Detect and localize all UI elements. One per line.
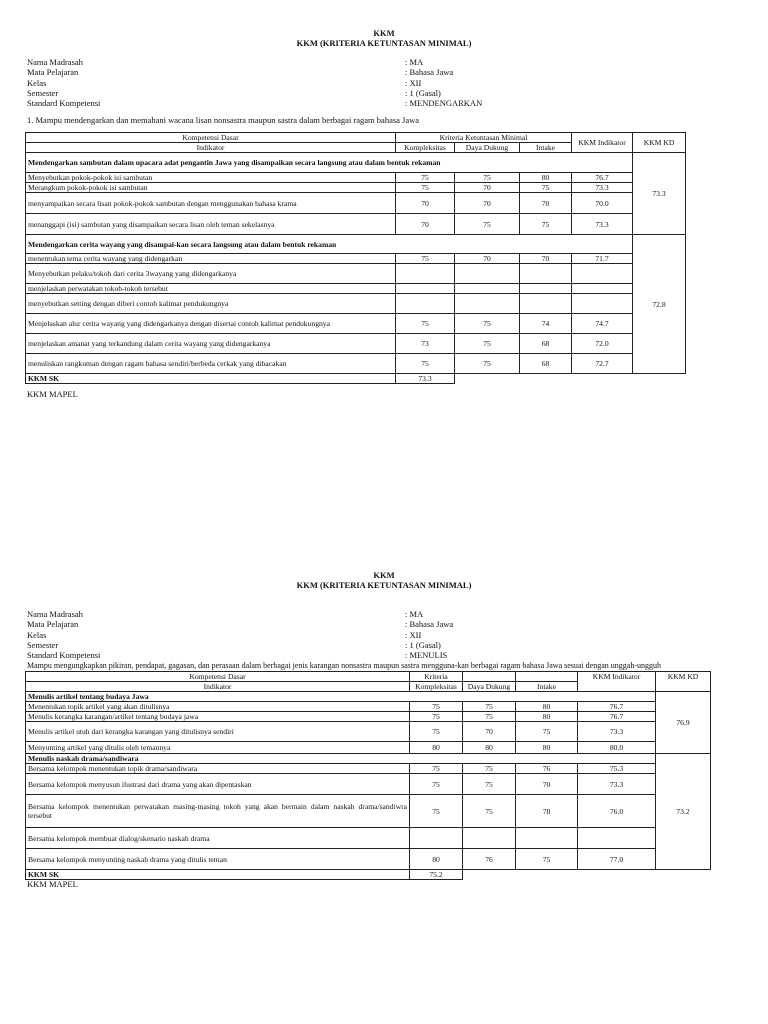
kkm-indikator-cell	[578, 828, 656, 849]
header-kompetensi-dasar: Kompetensi Dasar	[26, 672, 410, 682]
indikator-cell: Bersama kelompok menyusun ilustrasi dari drama yang akan dipentaskan	[26, 774, 410, 795]
header-kompleksitas: Kompleksitas	[396, 143, 455, 153]
table-row	[26, 173, 686, 183]
intake-cell: 70	[516, 774, 578, 795]
daya-dukung-cell: 75	[463, 712, 516, 722]
page-subtitle: KKM (KRITERIA KETUNTASAN MINIMAL)	[296, 580, 472, 590]
info-value: : MA	[405, 609, 424, 619]
kkm-indikator-cell: 80.0	[578, 742, 656, 754]
kompleksitas-cell: 75	[410, 795, 463, 828]
header-kompleksitas: Kompleksitas	[410, 682, 463, 692]
daya-dukung-cell: 75	[455, 214, 520, 235]
table-row	[26, 314, 686, 334]
kkm-indikator-cell: 73.3	[572, 214, 633, 235]
table-row	[26, 214, 686, 235]
daya-dukung-cell: 70	[455, 183, 520, 193]
indikator-cell: Bersama kelompok menentukan topik drama/sandiwara	[26, 764, 410, 774]
indikator-cell: Menentukan topik artikel yang akan ditulisnya	[26, 702, 410, 712]
table-row	[26, 284, 686, 294]
header-intake: Intake	[520, 143, 572, 153]
intake-cell	[520, 264, 572, 284]
header-kriteria: Kriteria	[410, 672, 463, 682]
kkm-indikator-cell: 73.3	[578, 722, 656, 742]
info-label: Mata Pelajaran	[27, 619, 79, 630]
kkm-sk-value: 75.2	[410, 870, 463, 880]
info-value: : MENDENGARKAN	[405, 98, 483, 109]
kkm-mapel-label: KKM MAPEL	[27, 389, 78, 399]
kkm-table	[25, 671, 711, 880]
header-daya-dukung: Daya Dukung	[463, 682, 516, 692]
standard-kompetensi-text: Mampu mengungkapkan pikiran, pendapat, gagasan, dan perasaan dalam berbagai jenis karangan nonsastra maupun sastra mengguna-kan berbagai ragam bahasa Jawa sesuai dengan unggah-ungguh	[27, 661, 661, 670]
group-title: Mendengarkan cerita wayang yang disampai-kan secara langsung atau dalam bentuk rekaman	[26, 235, 633, 254]
indikator-cell: Menjelaskan alur cerita wayang yang didengarkanya dengan disertai contoh kalimat pendukungnya	[26, 314, 396, 334]
table-row	[26, 354, 686, 374]
daya-dukung-cell: 75	[463, 702, 516, 712]
indikator-cell: menuliskan rangkuman dengan ragam bahasa sendiri/berbeda cerkak yang dibacakan	[26, 354, 396, 374]
info-block	[27, 610, 747, 661]
kompleksitas-cell: 73	[396, 334, 455, 354]
intake-cell: 80	[516, 712, 578, 722]
info-value: : Bahasa Jawa	[405, 67, 454, 78]
info-block	[27, 58, 747, 109]
kompleksitas-cell: 75	[396, 354, 455, 374]
intake-cell: 78	[516, 795, 578, 828]
table-row	[26, 722, 711, 742]
table-row	[26, 774, 711, 795]
info-label: Standard Kompetensi	[27, 650, 101, 661]
kompleksitas-cell	[396, 264, 455, 284]
page-title: KKM	[373, 570, 395, 580]
kkm-indikator-cell: 76.7	[578, 712, 656, 722]
kkm-sk-label: KKM SK	[26, 374, 396, 384]
intake-cell: 80	[520, 173, 572, 183]
kkm-indikator-cell	[572, 264, 633, 284]
header-kkm-indikator: KKM Indikator	[578, 672, 656, 692]
kompleksitas-cell: 75	[410, 774, 463, 795]
intake-cell: 74	[520, 314, 572, 334]
header-kompetensi-dasar: Kompetensi Dasar	[26, 133, 396, 143]
table-row	[26, 183, 686, 193]
kkm-sk-label: KKM SK	[26, 870, 410, 880]
kkm-indikator-cell	[572, 284, 633, 294]
page-title: KKM	[373, 28, 395, 38]
kkm-table	[25, 132, 686, 384]
intake-cell: 70	[520, 254, 572, 264]
kompleksitas-cell: 75	[410, 712, 463, 722]
indikator-cell: Menyebutkan pokok-pokok isi sambutan	[26, 173, 396, 183]
kkm-indikator-cell: 73.3	[572, 183, 633, 193]
info-label: Nama Madrasah	[27, 57, 83, 67]
kompleksitas-cell: 80	[410, 849, 463, 870]
daya-dukung-cell	[463, 828, 516, 849]
info-label: Semester	[27, 87, 59, 98]
kkm-indikator-cell: 70.0	[572, 193, 633, 214]
indikator-cell: menanggapi (isi) sambutan yang disampaikan secara lisan oleh teman sekelasnya	[26, 214, 396, 235]
daya-dukung-cell: 70	[463, 722, 516, 742]
group-title: Mendengarkan sambutan dalam upacara adat pengantin Jawa yang disampaikan secara langsung atau dalam bentuk rekaman	[26, 153, 633, 173]
info-label: Kelas	[27, 77, 47, 88]
intake-cell	[520, 294, 572, 314]
kkm-indikator-cell: 76.7	[578, 702, 656, 712]
table-row	[26, 828, 711, 849]
header-kkm-kd: KKM KD	[656, 672, 711, 692]
header-daya-dukung: Daya Dukung	[455, 143, 520, 153]
kompleksitas-cell: 75	[410, 702, 463, 712]
info-label: Standard Kompetensi	[27, 98, 101, 109]
intake-cell	[520, 284, 572, 294]
indikator-cell: Bersama kelompok menyunting naskah drama yang ditulis teman	[26, 849, 410, 870]
table-row	[26, 702, 711, 712]
daya-dukung-cell: 70	[455, 254, 520, 264]
indikator-cell: Menyunting artikel yang ditulis oleh temannya	[26, 742, 410, 754]
indikator-cell: menyebutkan setting dengan diberi contoh kalimat pendukungnya	[26, 294, 396, 314]
table-row	[26, 712, 711, 722]
kompleksitas-cell	[396, 294, 455, 314]
daya-dukung-cell	[455, 264, 520, 284]
indikator-cell: Menyebutkan pelaku/tokoh dari cerita 3wayang yang didengarkanya	[26, 264, 396, 284]
daya-dukung-cell	[455, 294, 520, 314]
kompleksitas-cell	[410, 828, 463, 849]
table-row	[26, 264, 686, 284]
kompleksitas-cell: 75	[396, 173, 455, 183]
intake-cell: 70	[520, 193, 572, 214]
kkm-indikator-cell: 77.0	[578, 849, 656, 870]
info-value: : MENULIS	[405, 650, 448, 661]
kkm-indikator-cell	[572, 294, 633, 314]
intake-cell: 68	[520, 354, 572, 374]
daya-dukung-cell: 75	[455, 314, 520, 334]
intake-cell: 75	[520, 183, 572, 193]
kkm-indikator-cell: 76.0	[578, 795, 656, 828]
table-row	[26, 795, 711, 828]
table-row	[26, 193, 686, 214]
intake-cell	[516, 828, 578, 849]
daya-dukung-cell: 80	[463, 742, 516, 754]
kompleksitas-cell: 75	[396, 314, 455, 334]
daya-dukung-cell: 75	[463, 774, 516, 795]
kompleksitas-cell: 80	[410, 742, 463, 754]
kompleksitas-cell: 75	[410, 764, 463, 774]
intake-cell: 68	[520, 334, 572, 354]
daya-dukung-cell: 75	[463, 764, 516, 774]
kkm-kd-value: 76.9	[656, 692, 711, 754]
info-label: Semester	[27, 639, 59, 650]
kkm-indikator-cell: 72.7	[572, 354, 633, 374]
intake-cell: 75	[520, 214, 572, 235]
kkm-indikator-cell: 74.7	[572, 314, 633, 334]
intake-cell: 80	[516, 742, 578, 754]
kkm-indikator-cell: 71.7	[572, 254, 633, 264]
kompleksitas-cell: 70	[396, 214, 455, 235]
header-indikator: Indikator	[26, 682, 410, 692]
table-row	[26, 294, 686, 314]
table-row	[26, 254, 686, 264]
indikator-cell: Bersama kelompok membuat dialog/skenario naskah drama	[26, 828, 410, 849]
indikator-cell: menjelaskan perwatakan tokoh-tokoh tersebut	[26, 284, 396, 294]
daya-dukung-cell: 70	[455, 193, 520, 214]
table-row	[26, 849, 711, 870]
info-value: : XII	[405, 77, 422, 88]
indikator-cell: menentukan tema cerita wayang yang didengarkan	[26, 254, 396, 264]
intake-cell: 75	[516, 722, 578, 742]
indikator-cell: Menulis kerangka karangan/artikel tentang budaya jawa	[26, 712, 410, 722]
info-value: : 1 (Gasal)	[405, 87, 441, 98]
kkm-kd-value: 72.8	[633, 235, 686, 374]
group-title: Menulis naskah drama/sandiwara	[26, 754, 656, 764]
info-value: : 1 (Gasal)	[405, 639, 441, 650]
header-kkm-kd: KKM KD	[633, 133, 686, 153]
daya-dukung-cell: 76	[463, 849, 516, 870]
kompleksitas-cell: 75	[396, 183, 455, 193]
info-value: : XII	[405, 629, 422, 640]
kompleksitas-cell	[396, 284, 455, 294]
info-value: : Bahasa Jawa	[405, 619, 454, 630]
info-value: : MA	[405, 57, 424, 67]
table-row	[26, 764, 711, 774]
indikator-cell: menyampaikan secara lisan pokok-pokok sambutan dengan menggunakan bahasa krama	[26, 193, 396, 214]
table-row	[26, 334, 686, 354]
daya-dukung-cell: 75	[455, 354, 520, 374]
indikator-cell: Menulis artikel utuh dari kerangka karangan yang ditulisnya sendiri	[26, 722, 410, 742]
indikator-cell: Bersama kelompok menentukan perwatakan masing-masing tokoh yang akan bermain dalam naskah drama/sandiwra tersebut	[26, 795, 410, 828]
kkm-mapel-label: KKM MAPEL	[27, 879, 78, 889]
kkm-indikator-cell: 73.3	[578, 774, 656, 795]
header-indikator: Indikator	[26, 143, 396, 153]
daya-dukung-cell: 75	[455, 334, 520, 354]
kompleksitas-cell: 75	[396, 254, 455, 264]
kkm-sk-value: 73.3	[396, 374, 455, 384]
intake-cell: 75	[516, 849, 578, 870]
intake-cell: 76	[516, 764, 578, 774]
kompleksitas-cell: 70	[396, 193, 455, 214]
kkm-indikator-cell: 72.0	[572, 334, 633, 354]
group-title: Menulis artikel tentang budaya Jawa	[26, 692, 656, 702]
header-kkm-indikator: KKM Indikator	[572, 133, 633, 153]
intake-cell: 80	[516, 702, 578, 712]
kompleksitas-cell: 75	[410, 722, 463, 742]
page-subtitle: KKM (KRITERIA KETUNTASAN MINIMAL)	[296, 38, 472, 48]
daya-dukung-cell: 75	[463, 795, 516, 828]
standard-kompetensi-text: 1. Mampu mendengarkan dan memahani wacana lisan nonsastra maupun sastra dalam berbagai ragam bahasa Jawa	[27, 115, 420, 125]
header-kriteria: Kriteria Ketuntasan Minimal	[396, 133, 572, 143]
table-row	[26, 742, 711, 754]
daya-dukung-cell: 75	[455, 173, 520, 183]
kkm-kd-value: 73.2	[656, 754, 711, 870]
info-label: Mata Pelajaran	[27, 67, 79, 78]
indikator-cell: Merangkum pokok-pokok isi sambutan	[26, 183, 396, 193]
header-intake: Intake	[516, 682, 578, 692]
indikator-cell: menjelaskan amanat yang terkandung dalam cerita wayang yang didengarkanya	[26, 334, 396, 354]
daya-dukung-cell	[455, 284, 520, 294]
kkm-kd-value: 73.3	[633, 153, 686, 235]
info-label: Kelas	[27, 629, 47, 640]
kkm-indikator-cell: 76.7	[572, 173, 633, 183]
kkm-indikator-cell: 75.3	[578, 764, 656, 774]
info-label: Nama Madrasah	[27, 609, 83, 619]
